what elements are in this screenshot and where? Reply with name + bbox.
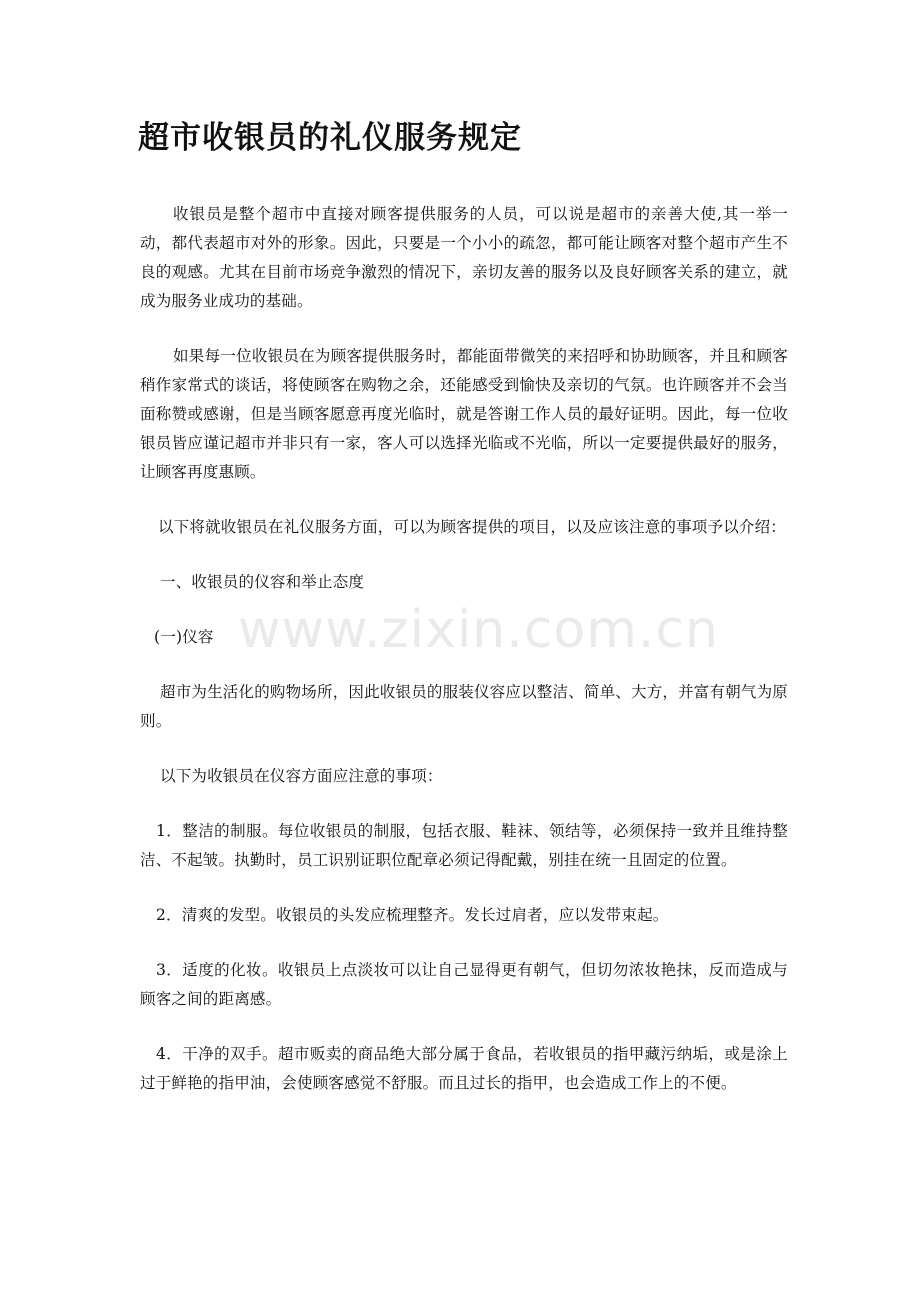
document-body [140,200,788,1124]
page-title: 超市收银员的礼仪服务规定 [138,120,522,156]
list-item-uniform: 1．整洁的制服。每位收银员的制服，包括衣服、鞋袜、领结等，必须保持一致并且维持整洁、不起皱。执勤时，员工识别证职位配章必须记得配戴，别挂在统一且固定的位置。 [140,822,788,869]
paragraph-appearance: 超市为生活化的购物场所，因此收银员的服装仪容应以整洁、简单、大方，并富有朝气为原则。 [140,683,789,730]
list-item-hairstyle: 2．清爽的发型。收银员的头发应梳理整齐。发长过肩者，应以发带束起。 [156,906,669,924]
paragraph-intro: 收银员是整个超市中直接对顾客提供服务的人员，可以说是超市的亲善大使,其一举一动，都代表超市对外的形象。因此，只要是一个小小的疏忽，都可能让顾客对整个超市产生不良的观感。尤其在目前市场竞争激烈的情况下，亲切友善的服务以及良好顾客关系的建立，就成为服务业成功的基础。 [140,205,788,310]
paragraph-service: 如果每一位收银员在为顾客提供服务时，都能面带微笑的来招呼和协助顾客，并且和顾客稍作家常式的谈话，将使顾客在购物之余，还能感受到愉快及亲切的气氛。也许顾客并不会当面称赞或感谢，但是当顾客愿意再度光临时，就是答谢工作人员的最好证明。因此，每一位收银员皆应谨记超市并非只有一家，客人可以选择光临或不光临，所以一定要提供最好的服务，让顾客再度惠顾。 [140,347,788,481]
list-item-hands: 4．干净的双手。超市贩卖的商品绝大部分属于食品，若收银员的指甲藏污纳垢，或是涂上过于鲜艳的指甲油，会使顾客感觉不舒服。而且过长的指甲，也会造成工作上的不便。 [140,1045,788,1092]
watermark: www.zixin.com.cn [238,600,719,660]
subsection-heading: (一)仪容 [154,628,214,646]
paragraph-notes-intro: 以下为收银员在仪容方面应注意的事项： [160,767,443,785]
paragraph-overview: 以下将就收银员在礼仪服务方面，可以为顾客提供的项目，以及应该注意的事项予以介绍： [158,518,787,536]
section-heading: 一、收银员的仪容和举止态度 [160,573,365,591]
list-item-makeup: 3．适度的化妆。收银员上点淡妆可以让自己显得更有朝气，但切勿浓妆艳抹，反而造成与顾客之间的距离感。 [140,961,788,1008]
